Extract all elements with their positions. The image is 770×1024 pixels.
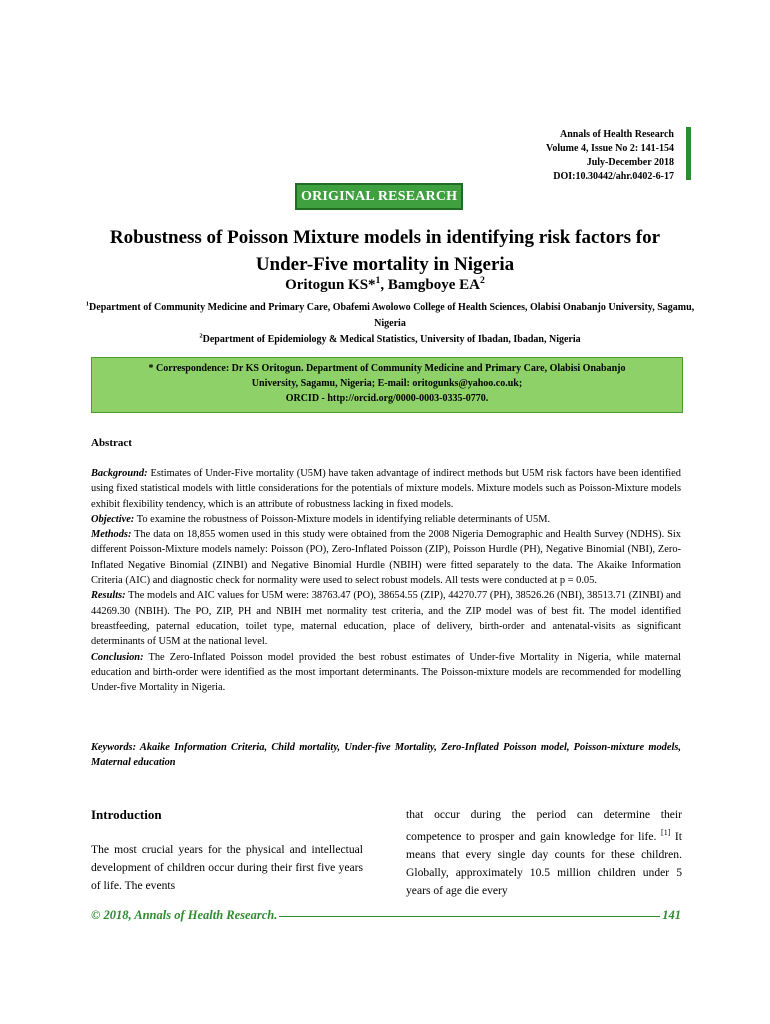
abstract-body <box>91 466 681 695</box>
journal-accent-bar <box>686 127 691 180</box>
journal-info <box>374 128 674 184</box>
author-1-affil: 1 <box>375 275 381 286</box>
affiliation-2: $^2$Department of Epidemiology & Medical Statistics, University of Ibadan, Ibadan, Nigeria <box>199 332 581 345</box>
author-list: Oritogun KS*$^1$, Bamgboye $EA^2$ <box>285 275 485 293</box>
citation-ref[interactable]: [1] <box>661 828 671 837</box>
introduction-left-column: The most crucial years for the physical and intellectual development of children occur during their first five years of life. The events <box>91 843 363 892</box>
author-1: Oritogun KS* <box>285 277 376 293</box>
abstract-objective: Objective: To examine the robustness of Poisson-Mixture models in identifying reliable determinants of U5M. <box>91 513 551 525</box>
correspondence-line-1: * Correspondence: Dr KS Oritogun. Department of Community Medicine and Primary Care, Olabisi Onabanjo <box>148 363 626 374</box>
keywords: Keywords: Akaike Information Criteria, Child mortality, Under-five Mortality, Zero-Inflated Poisson model, Poisson-mixture models, Maternal education <box>91 742 681 768</box>
journal-volume: Volume 4, Issue No 2: 141-154 <box>546 143 674 154</box>
abstract-heading: Abstract <box>91 437 132 449</box>
journal-name: Annals of Health Research <box>560 129 674 140</box>
article-type-badge: ORIGINAL RESEARCH <box>295 183 463 210</box>
paper-title: Robustness of Poisson Mixture models in identifying risk factors for Under-Five mortality in Nigeria <box>109 227 661 275</box>
correspondence-box <box>91 357 683 413</box>
abstract-background: Background: Estimates of Under-Five mortality (U5M) have taken advantage of indirect methods but U5M risk factors have been identified using fixed statistical models with little considerations for the potentials of mixture models. Mixture models such as Poisson-Mixture models exhibit flexibility tendency, which is an attribute of robustness lacking in fixed models. <box>91 468 681 510</box>
correspondence-line-2: University, Sagamu, Nigeria; E-mail: oritogunks@yahoo.co.uk; <box>251 378 523 389</box>
footer-copyright: © 2018, Annals of Health Research. <box>91 908 278 922</box>
page-number: 141 <box>662 908 681 922</box>
introduction-right-column: that occur during the period can determine their competence to prosper and gain knowledge for life. [1] It means that every single day counts for these children. Globally, approximately 10.5 million children under 5 years of age die every <box>406 808 683 897</box>
author-2: Bamgboye EA <box>387 277 481 293</box>
introduction-heading: Introduction <box>91 807 162 822</box>
abstract-methods: Methods: The data on 18,855 women used in this study were obtained from the 2008 Nigeria Demographic and Health Survey (NDHS). Six different Poisson-Mixture models namely: Poisson (PO), Zero-Inflated Poisson (ZIP), Poisson Hurdle (PH), Negative Binomial (NBI), Zero-Inflated Negative Binomial (ZINBI) and Negative Binomial Hurdle (NBIH) were fitted separately to the data. The Akaike Information Criteria (AIC) and diagnostic check for normality were used to select robust models. All tests were conducted at p = 0.05. <box>91 529 681 587</box>
abstract-results: Results: The models and AIC values for U5M were: 38763.47 (PO), 38654.55 (ZIP), 44270.77 (PH), 38526.26 (NBI), 38513.71 (ZINBI) and 44269.30 (NBIH). The PO, ZIP, PH and NBIH met normality test criteria, and the ZIP model was of best fit. The model identified breastfeeding, paternal education, toilet type, maternal education, place of delivery, birth-order and antenatal-visits as significant determinants of U5M at the national level. <box>91 590 681 648</box>
affiliation-1: $^1$Department of Community Medicine and Primary Care, Obafemi Awolowo College of Health Sciences, Olabisi Onabanjo University, Sagamu, Nigeria <box>85 300 695 329</box>
affiliations <box>80 300 700 348</box>
author-2-affil: 2 <box>480 275 485 286</box>
abstract-conclusion: Conclusion: The Zero-Inflated Poisson model provided the best robust estimates of Under-five Mortality in Nigeria, while maternal education and birth-order were identified as the most important determinants. The Poisson-mixture models are recommended for modelling Under-five Mortality in Nigeria. <box>91 651 681 694</box>
correspondence-orcid: ORCID - http://orcid.org/0000-0003-0335-0770. <box>285 393 489 404</box>
journal-date: July-December 2018 <box>586 157 674 168</box>
footer-rule <box>279 916 660 917</box>
page-footer <box>91 908 681 923</box>
journal-doi: DOI:10.30442/ahr.0402-6-17 <box>553 171 674 182</box>
